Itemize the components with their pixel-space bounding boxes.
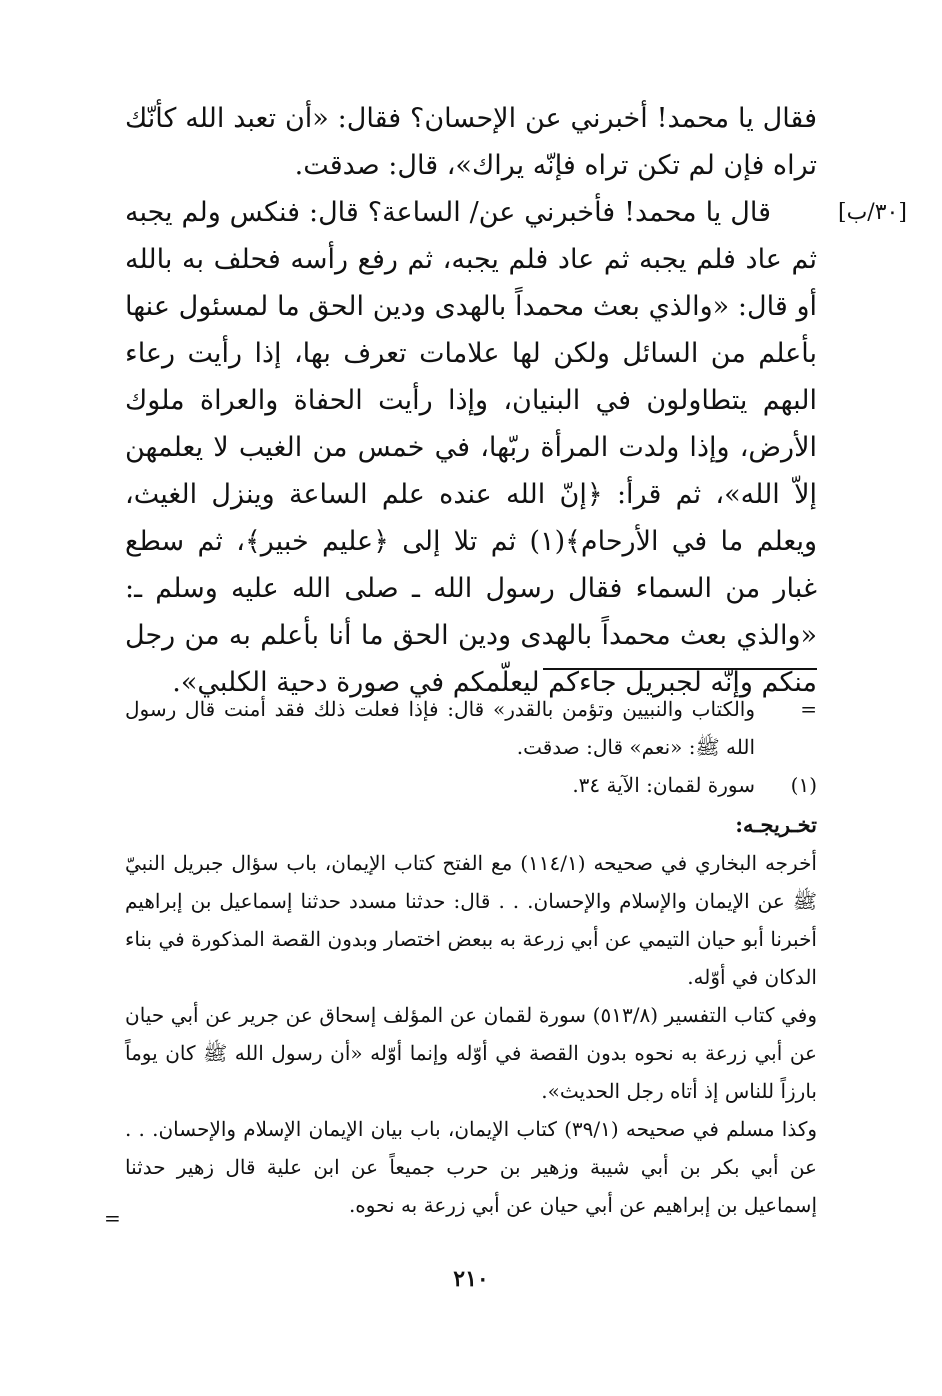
footnote-separator: [543, 668, 817, 670]
page-number: ٢١٠: [453, 1266, 489, 1292]
manuscript-folio-reference: [٣٠/ب]: [838, 200, 907, 225]
paragraph-ihsan: فقال يا محمد! أخبرني عن الإحسان؟ فقال: «أن تعبد الله كأنّك تراه فإن لم تكن تراه فإنّه يراك»، قال: صدقت.: [125, 103, 817, 181]
takhrij-bukhari: أخرجه البخاري في صحيحه (١١٤/١) مع الفتح كتاب الإيمان، باب سؤال جبريل النبيّ ﷺ عن الإيمان والإسلام والإحسان. . . قال: حدثنا مسدد حدثنا إسماعيل بن إبراهيم أخبرنا أبو حيان التيمي عن أبي زرعة به ببعض اختصار وبدون القصة المذكورة في بناء الدكان في أوّله.: [125, 851, 817, 989]
paragraph-saah: قال يا محمد! فأخبرني عن/ الساعة؟ قال: فنكس ولم يجبه ثم عاد فلم يجبه ثم عاد فلم يجبه، ثم رفع رأسه فحلف به بالله أو قال: «والذي بعث محمداً بالهدى ودين الحق ما لمسئول عنها بأعلم من السائل ولكن لها علامات تعرف بها، إذا رأيت رعاء البهم يتطاولون في البنيان، وإذا رأيت الحفاة والعراة ملوك الأرض، وإذا ولدت المرأة ربّها، في خمس من الغيب لا يعلمهن إلاّ الله»، ثم قرأ: ﴿إنّ الله عنده علم الساعة وينزل الغيث، ويعلم ما في الأرحام﴾(١) ثم تلا إلى ﴿عليم خبير﴾، ثم سطع غبار من السماء فقال رسول الله ـ صلى الله عليه وسلم ـ: «والذي بعث محمداً بالهدى ودين الحق ما أنا بأعلم به من رجل منكم وإنّه لجبريل جاءكم ليعلّمكم في صورة دحية الكلبي».: [125, 197, 817, 698]
takhrij-body: [125, 844, 817, 1224]
continuation-marker: =: [800, 697, 817, 721]
continuation-end-marker: =: [104, 1206, 121, 1230]
takhrij-heading: تخـريجـه:: [735, 812, 817, 837]
takhrij-tafsir: وفي كتاب التفسير (٥١٣/٨) سورة لقمان عن المؤلف إسحاق عن جرير عن أبي حيان عن أبي زرعة به نحوه بدون القصة في أوّله وإنما أوّله «أن رسول الله ﷺ كان يوماً بارزاً للناس إذ أتاه رجل الحديث».: [125, 1003, 817, 1103]
footnote-1-text: سورة لقمان: الآية ٣٤.: [572, 773, 755, 797]
main-text: [125, 95, 817, 706]
footnotes: [125, 690, 817, 1224]
continuation-text: والكتاب والنبيين وتؤمن بالقدر» قال: فإذا فعلت ذلك فقد أمنت قال رسول الله ﷺ: «نعم» قال: صدقت.: [125, 697, 755, 759]
footnote-1: [125, 766, 817, 804]
takhrij-muslim: وكذا مسلم في صحيحه (٣٩/١) كتاب الإيمان، باب بيان الإيمان الإسلام والإحسان. . . عن أبي بكر بن أبي شيبة وزهير بن حرب جميعاً عن ابن علية قال زهير حدثنا إسماعيل بن إبراهيم عن أبي حيان عن أبي زرعة به نحوه.: [125, 1117, 817, 1217]
footnote-continuation: [125, 690, 817, 766]
footnote-1-marker: (١): [790, 773, 817, 797]
